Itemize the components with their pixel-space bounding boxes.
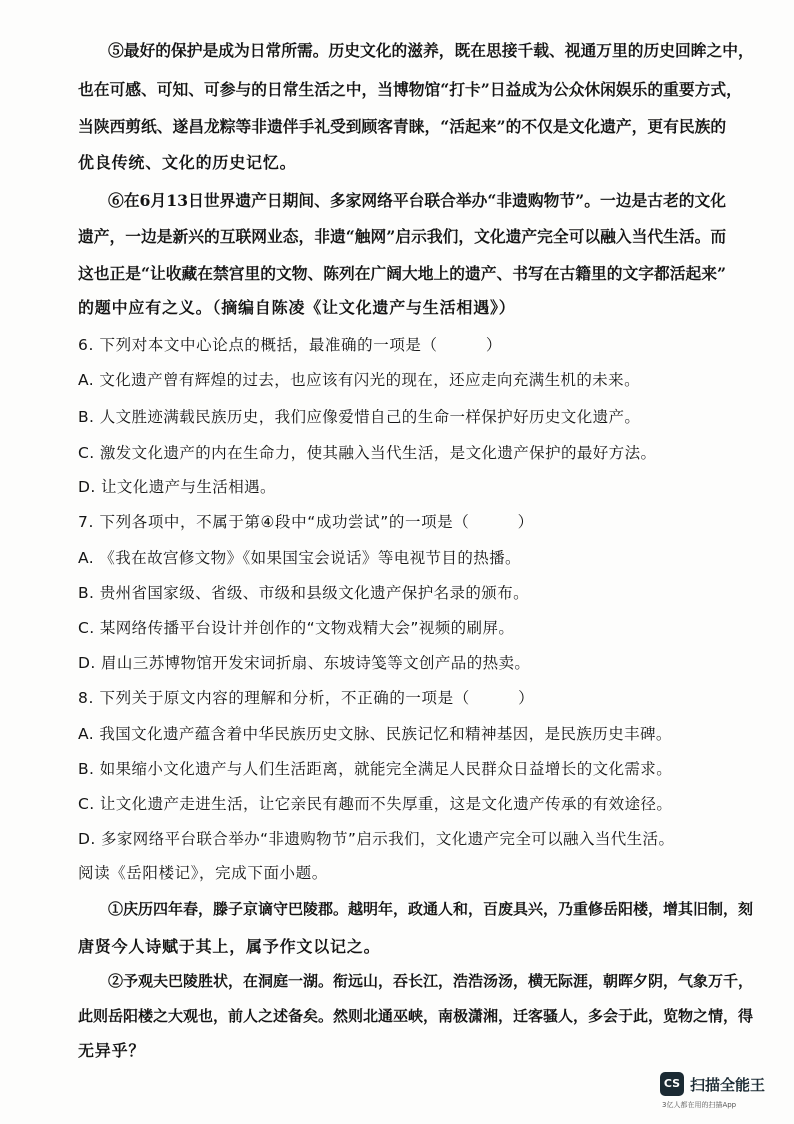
paragraph-5-line: 优良传统、文化的历史记忆。 xyxy=(78,153,297,172)
question-7-stem: 7. 下列各项中，不属于第④段中“成功尝试”的一项是（ ） xyxy=(78,513,534,531)
watermark-app-name: 扫描全能王 xyxy=(690,1076,766,1094)
question-6-option-c[interactable]: C. 激发文化遗产的内在生命力，使其融入当代生活，是文化遗产保护的最好方法。 xyxy=(78,444,657,462)
paragraph-5-line: 当陕西剪纸、遂昌龙粽等非遗伴手礼受到顾客青睐，“活起来”的不仅是文化遗产，更有民族的 xyxy=(78,117,727,136)
question-7-option-c[interactable]: C. 某网络传播平台设计并创作的“文物戏精大会”视频的刷屏。 xyxy=(78,619,515,637)
paragraph-6-line: 的题中应有之义。（摘编自陈凌《让文化遗产与生活相遇》） xyxy=(78,298,516,317)
paragraph-6-line: 这也正是“让收藏在禁宫里的文物、陈列在广阔大地上的遗产、书写在古籍里的文字都活起来” xyxy=(78,264,727,283)
question-6-option-d[interactable]: D. 让文化遗产与生活相遇。 xyxy=(78,478,276,496)
paragraph-5-line: ⑤最好的保护是成为日常所需。历史文化的滋养，既在思接千载、视通万里的历史回眸之中， xyxy=(108,41,754,60)
question-8-option-b[interactable]: B. 如果缩小文化遗产与人们生活距离，就能完全满足人民群众日益增长的文化需求。 xyxy=(78,760,673,778)
classical-paragraph-2-line: 此则岳阳楼之大观也，前人之述备矣。然则北通巫峡，南极潇湘，迁客骚人，多会于此，览物之情，得 xyxy=(78,1007,754,1025)
question-8-option-c[interactable]: C. 让文化遗产走进生活，让它亲民有趣而不失厚重，这是文化遗产传承的有效途径。 xyxy=(78,795,673,813)
reading-2-intro: 阅读《岳阳楼记》，完成下面小题。 xyxy=(78,864,328,882)
question-7-option-d[interactable]: D. 眉山三苏博物馆开发宋词折扇、东坡诗笺等文创产品的热卖。 xyxy=(78,654,531,672)
classical-paragraph-2-line: 无异乎？ xyxy=(78,1041,146,1060)
question-7-option-b[interactable]: B. 贵州省国家级、省级、市级和县级文化遗产保护名录的颁布。 xyxy=(78,584,529,602)
paragraph-6-line: 遗产，一边是新兴的互联网业态，非遗“触网”启示我们，文化遗产完全可以融入当代生活。而 xyxy=(78,227,727,246)
question-6-option-b[interactable]: B. 人文胜迹满载民族历史，我们应像爱惜自己的生命一样保护好历史文化遗产。 xyxy=(78,408,641,426)
paragraph-5-line: 也在可感、可知、可参与的日常生活之中，当博物馆“打卡”日益成为公众休闲娱乐的重要方式， xyxy=(78,80,742,99)
paragraph-6-line: ⑥在6月13日世界遗产日期间、多家网络平台联合举办“非遗购物节”。一边是古老的文化 xyxy=(108,191,726,210)
question-6-stem: 6. 下列对本文中心论点的概括，最准确的一项是（ ） xyxy=(78,336,503,354)
question-7-option-a[interactable]: A. 《我在故宫修文物》《如果国宝会说话》等电视节目的热播。 xyxy=(78,549,521,567)
question-8-option-d[interactable]: D. 多家网络平台联合举办“非遗购物节”启示我们，文化遗产完全可以融入当代生活。 xyxy=(78,830,675,848)
question-6-option-a[interactable]: A. 文化遗产曾有辉煌的过去，也应该有闪光的现在，还应走向充满生机的未来。 xyxy=(78,371,640,389)
classical-paragraph-2-line: ②予观夫巴陵胜状，在洞庭一湖。衔远山，吞长江，浩浩汤汤，横无际涯，朝晖夕阴，气象万千， xyxy=(108,972,754,990)
scanner-watermark xyxy=(660,1070,780,1114)
classical-paragraph-1-line: 唐贤今人诗赋于其上，属予作文以记之。 xyxy=(78,937,381,956)
watermark-tagline: 3亿人都在用的扫描App xyxy=(662,1101,737,1109)
classical-paragraph-1-line: ①庆历四年春，滕子京谪守巴陵郡。越明年，政通人和，百废具兴，乃重修岳阳楼，增其旧制，刻 xyxy=(108,900,754,918)
question-8-option-a[interactable]: A. 我国文化遗产蕴含着中华民族历史文脉、民族记忆和精神基因，是民族历史丰碑。 xyxy=(78,725,672,743)
camscanner-logo-icon: CS xyxy=(660,1072,684,1096)
question-8-stem: 8. 下列关于原文内容的理解和分析，不正确的一项是（ ） xyxy=(78,689,535,707)
